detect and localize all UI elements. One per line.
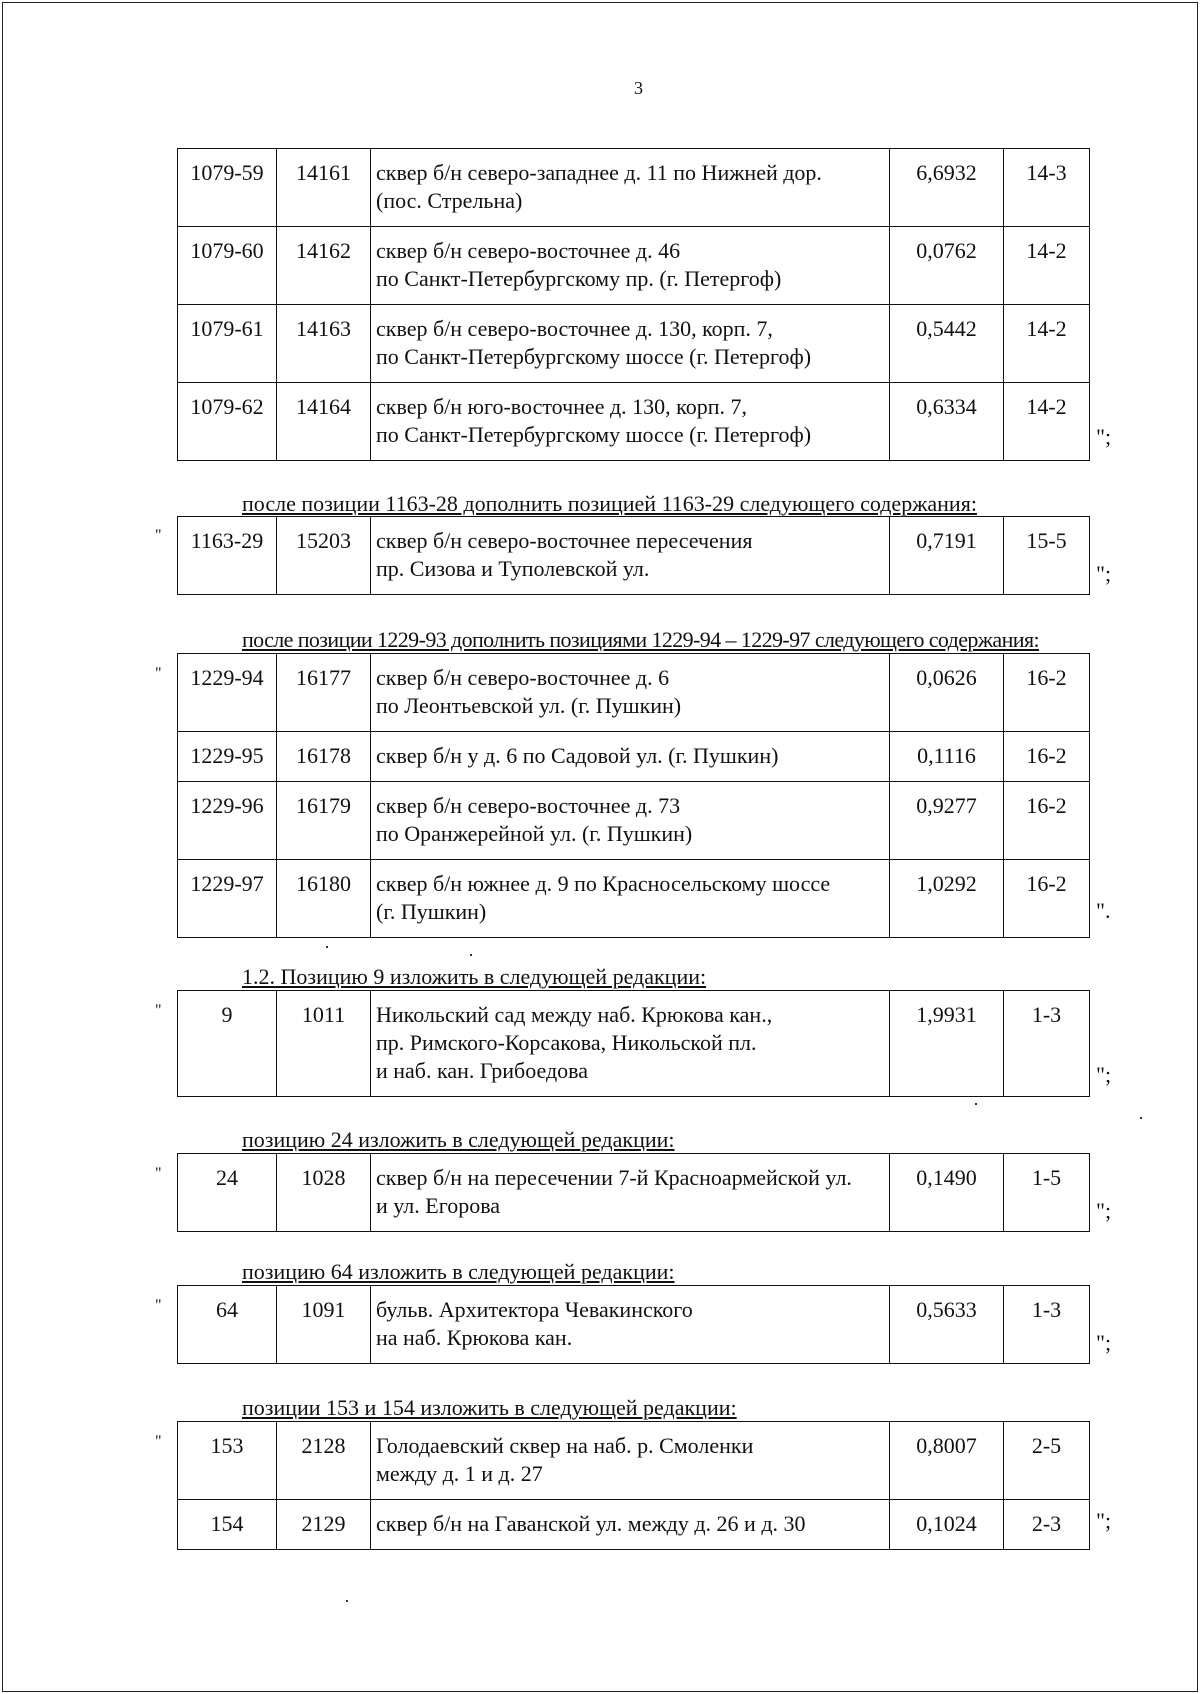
object-name-cell: [371, 991, 890, 1097]
positions-table: [177, 1285, 1090, 1364]
table-row: [178, 654, 1090, 732]
position-number-cell: 1079-60: [178, 227, 277, 305]
zone-code-cell: 15-5: [1004, 517, 1090, 595]
object-name-line: сквер б/н северо-восточнее д. 73: [376, 793, 681, 818]
object-name-line: Голодаевский сквер на наб. р. Смоленки: [376, 1433, 754, 1458]
object-name-line: по Санкт-Петербургскому шоссе (г. Петергоф): [376, 344, 812, 369]
closing-quote: ";: [1096, 561, 1112, 586]
registry-code-cell: 16178: [277, 732, 371, 782]
registry-code-cell: 14163: [277, 305, 371, 383]
object-name-line: сквер б/н на пересечении 7-й Красноармейской ул.: [376, 1165, 852, 1190]
registry-code-cell: 14164: [277, 383, 371, 461]
page-number: 3: [634, 78, 643, 98]
section-heading: позицию 24 изложить в следующей редакции:: [242, 1127, 675, 1152]
table-row: [178, 517, 1090, 595]
object-name-cell: [371, 305, 890, 383]
object-name-line: на наб. Крюкова кан.: [376, 1325, 573, 1350]
area-cell: 1,0292: [890, 860, 1004, 938]
zone-code-cell: 1-3: [1004, 991, 1090, 1097]
opening-quote: ": [155, 1433, 162, 1450]
object-name-line: между д. 1 и д. 27: [376, 1461, 543, 1486]
object-name-cell: [371, 517, 890, 595]
registry-code-cell: 14162: [277, 227, 371, 305]
registry-code-cell: 1011: [277, 991, 371, 1097]
object-name-line: Никольский сад между наб. Крюкова кан.,: [376, 1002, 773, 1027]
area-cell: 0,0626: [890, 654, 1004, 732]
area-cell: 1,9931: [890, 991, 1004, 1097]
object-name-line: и наб. кан. Грибоедова: [376, 1058, 588, 1083]
object-name-line: бульв. Архитектора Чевакинского: [376, 1297, 693, 1322]
position-number-cell: 1079-62: [178, 383, 277, 461]
table-row: [178, 860, 1090, 938]
table-row: [178, 1500, 1090, 1550]
object-name-cell: [371, 1286, 890, 1364]
area-cell: 0,1024: [890, 1500, 1004, 1550]
section-heading: 1.2. Позицию 9 изложить в следующей редакции:: [242, 964, 707, 989]
zone-code-cell: 2-3: [1004, 1500, 1090, 1550]
area-cell: 0,5633: [890, 1286, 1004, 1364]
object-name-line: по Леонтьевской ул. (г. Пушкин): [376, 693, 682, 718]
table-row: [178, 782, 1090, 860]
object-name-line: сквер б/н южнее д. 9 по Красносельскому шоссе: [376, 871, 831, 896]
registry-code-cell: 15203: [277, 517, 371, 595]
object-name-cell: [371, 149, 890, 227]
object-name-line: сквер б/н на Гаванской ул. между д. 26 и д. 30: [376, 1511, 806, 1536]
area-cell: 0,1490: [890, 1154, 1004, 1232]
positions-table: [177, 1153, 1090, 1232]
registry-code-cell: 16180: [277, 860, 371, 938]
registry-code-cell: 16177: [277, 654, 371, 732]
position-number-cell: 1229-97: [178, 860, 277, 938]
object-name-line: сквер б/н у д. 6 по Садовой ул. (г. Пушкин): [376, 743, 779, 768]
object-name-line: сквер б/н северо-восточнее д. 46: [376, 238, 681, 263]
zone-code-cell: 2-5: [1004, 1422, 1090, 1500]
registry-code-cell: 14161: [277, 149, 371, 227]
area-cell: 0,9277: [890, 782, 1004, 860]
table-row: [178, 227, 1090, 305]
positions-table: [177, 516, 1090, 595]
positions-table: [177, 1421, 1090, 1550]
position-number-cell: 1079-59: [178, 149, 277, 227]
scan-speck: [346, 1600, 348, 1602]
table-row: [178, 732, 1090, 782]
registry-code-cell: 2128: [277, 1422, 371, 1500]
object-name-line: (г. Пушкин): [376, 899, 487, 924]
area-cell: 0,5442: [890, 305, 1004, 383]
closing-quote: ".: [1096, 898, 1111, 923]
area-cell: 0,1116: [890, 732, 1004, 782]
position-number-cell: 154: [178, 1500, 277, 1550]
object-name-cell: [371, 654, 890, 732]
section-heading: позицию 64 изложить в следующей редакции:: [242, 1259, 675, 1284]
zone-code-cell: 14-2: [1004, 305, 1090, 383]
registry-code-cell: 1091: [277, 1286, 371, 1364]
position-number-cell: 1229-95: [178, 732, 277, 782]
area-cell: 0,0762: [890, 227, 1004, 305]
opening-quote: ": [155, 1165, 162, 1182]
position-number-cell: 1229-94: [178, 654, 277, 732]
positions-table: [177, 990, 1090, 1097]
scan-speck: [470, 954, 472, 956]
registry-code-cell: 1028: [277, 1154, 371, 1232]
object-name-line: сквер б/н северо-западнее д. 11 по Нижней дор.: [376, 160, 822, 185]
object-name-line: по Санкт-Петербургскому шоссе (г. Петергоф): [376, 422, 812, 447]
object-name-line: (пос. Стрельна): [376, 188, 523, 213]
object-name-cell: [371, 732, 890, 782]
position-number-cell: 1079-61: [178, 305, 277, 383]
object-name-cell: [371, 860, 890, 938]
object-name-line: сквер б/н юго-восточнее д. 130, корп. 7,: [376, 394, 748, 419]
table-row: [178, 991, 1090, 1097]
object-name-line: по Оранжерейной ул. (г. Пушкин): [376, 821, 693, 846]
object-name-line: пр. Сизова и Туполевской ул.: [376, 556, 650, 581]
closing-quote: ";: [1096, 1330, 1112, 1355]
section-heading: после позиции 1163-28 дополнить позицией 1163-29 следующего содержания:: [242, 491, 977, 516]
object-name-cell: [371, 227, 890, 305]
position-number-cell: 24: [178, 1154, 277, 1232]
table-row: [178, 1422, 1090, 1500]
scan-speck: [1140, 1117, 1142, 1119]
opening-quote: ": [155, 1002, 162, 1019]
object-name-cell: [371, 383, 890, 461]
object-name-line: сквер б/н северо-восточнее д. 6: [376, 665, 670, 690]
position-number-cell: 1229-96: [178, 782, 277, 860]
object-name-line: сквер б/н северо-восточнее д. 130, корп. 7,: [376, 316, 773, 341]
zone-code-cell: 14-2: [1004, 227, 1090, 305]
scan-speck: [326, 946, 328, 948]
object-name-line: пр. Римского-Корсакова, Никольской пл.: [376, 1030, 757, 1055]
table-row: [178, 1286, 1090, 1364]
opening-quote: ": [155, 1297, 162, 1314]
table-row: [178, 1154, 1090, 1232]
closing-quote: ";: [1096, 1198, 1112, 1223]
area-cell: 0,7191: [890, 517, 1004, 595]
object-name-cell: [371, 782, 890, 860]
registry-code-cell: 16179: [277, 782, 371, 860]
zone-code-cell: 14-3: [1004, 149, 1090, 227]
area-cell: 0,6334: [890, 383, 1004, 461]
area-cell: 6,6932: [890, 149, 1004, 227]
positions-table: [177, 653, 1090, 938]
object-name-cell: [371, 1422, 890, 1500]
object-name-cell: [371, 1154, 890, 1232]
zone-code-cell: 16-2: [1004, 860, 1090, 938]
zone-code-cell: 16-2: [1004, 782, 1090, 860]
object-name-line: по Санкт-Петербургскому пр. (г. Петергоф): [376, 266, 782, 291]
registry-code-cell: 2129: [277, 1500, 371, 1550]
object-name-line: и ул. Егорова: [376, 1193, 501, 1218]
zone-code-cell: 1-5: [1004, 1154, 1090, 1232]
zone-code-cell: 1-3: [1004, 1286, 1090, 1364]
position-number-cell: 153: [178, 1422, 277, 1500]
closing-quote: ";: [1096, 1508, 1112, 1533]
closing-quote: ";: [1096, 424, 1112, 449]
object-name-line: сквер б/н северо-восточнее пересечения: [376, 528, 753, 553]
object-name-cell: [371, 1500, 890, 1550]
zone-code-cell: 16-2: [1004, 654, 1090, 732]
opening-quote: ": [155, 665, 162, 682]
section-heading: после позиции 1229-93 дополнить позициями 1229-94 – 1229-97 следующего содержания:: [242, 627, 1039, 652]
closing-quote: ";: [1096, 1062, 1112, 1087]
table-row: [178, 383, 1090, 461]
scan-speck: [975, 1103, 977, 1105]
zone-code-cell: 16-2: [1004, 732, 1090, 782]
area-cell: 0,8007: [890, 1422, 1004, 1500]
position-number-cell: 9: [178, 991, 277, 1097]
position-number-cell: 64: [178, 1286, 277, 1364]
section-heading: позиции 153 и 154 изложить в следующей редакции:: [242, 1395, 737, 1420]
table-row: [178, 149, 1090, 227]
table-row: [178, 305, 1090, 383]
zone-code-cell: 14-2: [1004, 383, 1090, 461]
positions-table: [177, 148, 1090, 461]
position-number-cell: 1163-29: [178, 517, 277, 595]
opening-quote: ": [155, 527, 162, 544]
